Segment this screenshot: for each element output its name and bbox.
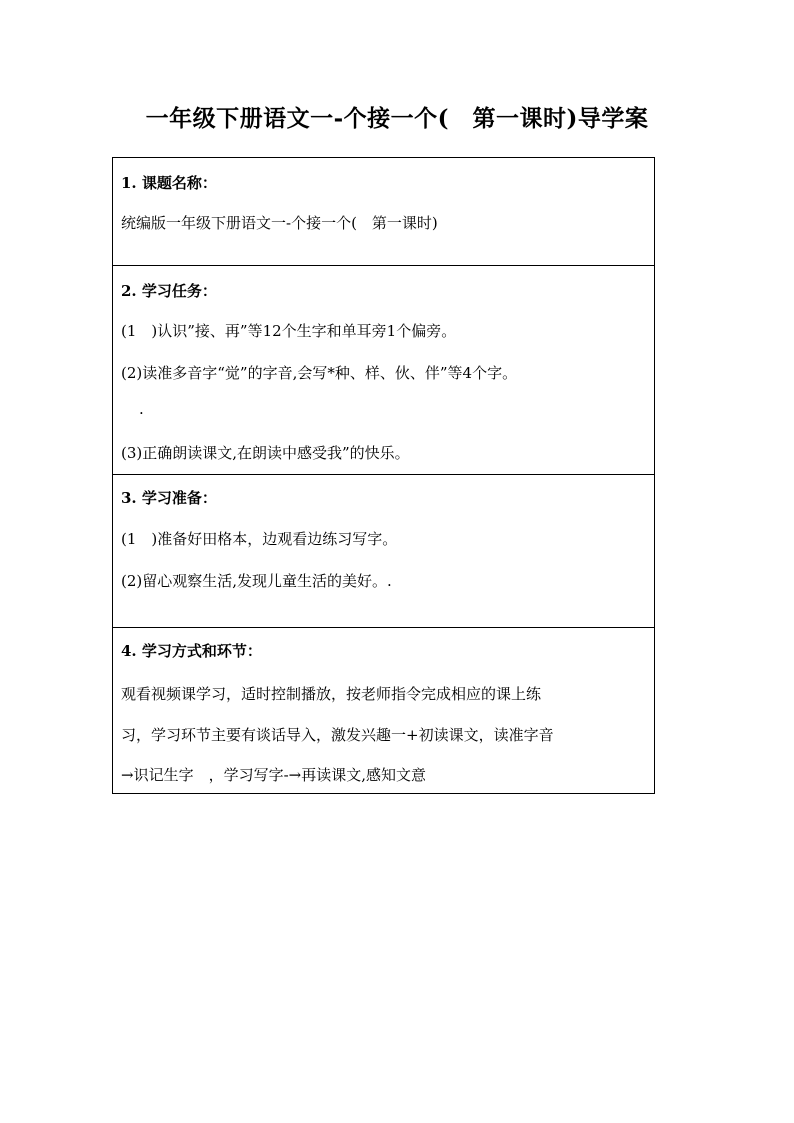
section-line: 统编版一年级下册语文一-个接一个( 第一课时) <box>121 214 438 232</box>
section-line: (2)读准多音字“觉”的字音,会写*种、样、伙、伴”等4个字。 <box>121 364 518 382</box>
section-line: 观看视频课学习，适时控制播放，按老师指令完成相应的课上练 <box>121 685 542 703</box>
section-tasks <box>113 266 654 475</box>
section-preparation <box>113 475 654 628</box>
section-method <box>113 628 654 795</box>
section-heading: 4. 学习方式和环节： <box>121 642 262 660</box>
page-title: 一年级下册语文一-个接一个( 第一课时)导学案 <box>145 105 649 132</box>
section-heading: 3. 学习准备： <box>121 489 217 507</box>
section-line: (2)留心观察生活,发现儿童生活的美好。. <box>121 572 392 590</box>
section-line: (1 )准备好田格本，边观看边练习写字。 <box>121 530 398 548</box>
lesson-table <box>112 157 655 794</box>
section-line: →识记生字 ，学习写字-→再读课文,感知文意 <box>121 766 426 784</box>
section-heading: 1. 课题名称： <box>121 174 217 192</box>
section-heading: 2. 学习任务： <box>121 282 217 300</box>
section-line: 习，学习环节主要有谈话导入，激发兴趣一+初读课文，读准字音 <box>121 726 554 744</box>
section-line: . <box>139 400 144 418</box>
section-topic <box>113 158 654 266</box>
section-line: (1 )认识”接、再”等12个生字和单耳旁1个偏旁。 <box>121 322 457 340</box>
section-line: (3)正确朗读课文,在朗读中感受我”的快乐。 <box>121 444 410 462</box>
